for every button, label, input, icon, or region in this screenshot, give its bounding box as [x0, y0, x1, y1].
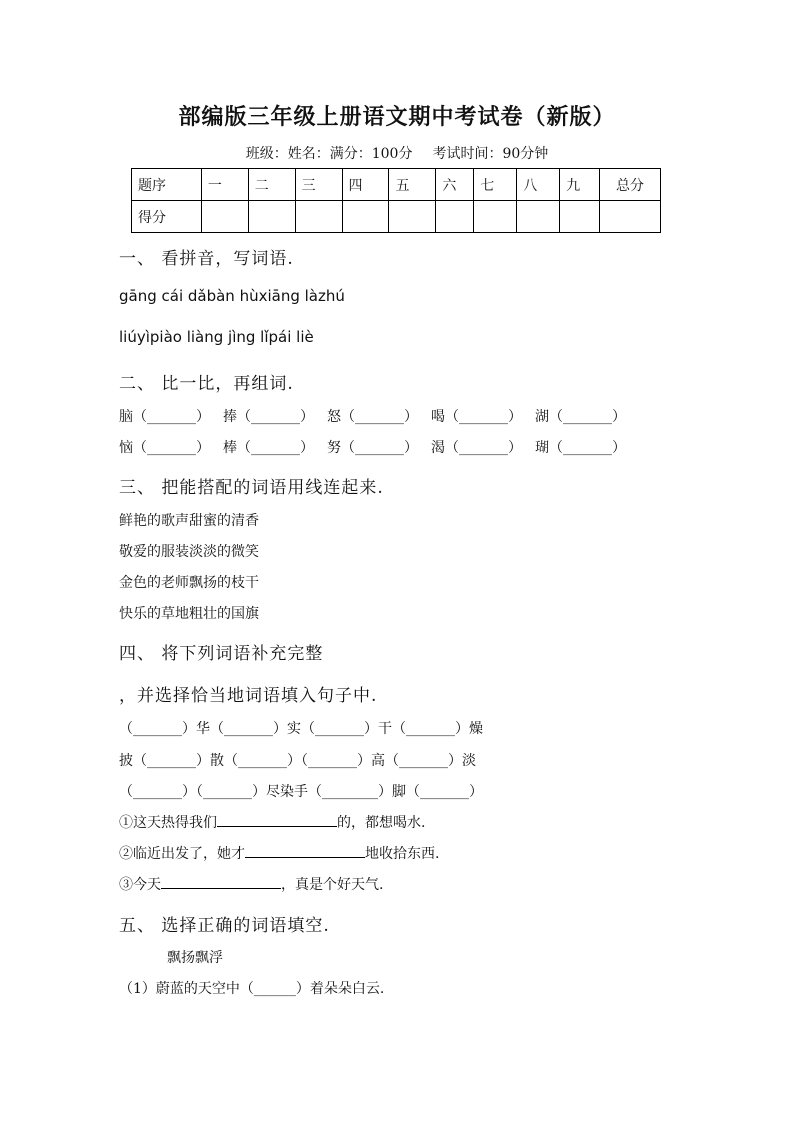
- exam-time-label: 考试时间：90分钟: [432, 146, 549, 162]
- compare-item[interactable]: 怒（_______）: [327, 409, 418, 425]
- match-line: 鲜艳的歌声甜蜜的清香: [119, 513, 259, 529]
- score-cell[interactable]: [436, 201, 474, 233]
- compare-item[interactable]: 湖（_______）: [535, 409, 626, 425]
- exam-info: [0, 143, 794, 163]
- sentence-2-blank[interactable]: [245, 843, 365, 858]
- score-row-label: 得分: [132, 201, 202, 233]
- sentence-1-start: ①这天热得我们: [119, 815, 217, 831]
- compare-item[interactable]: 瑚（_______）: [535, 440, 626, 456]
- section-2-heading: 二、 比一比，再组词.: [119, 374, 294, 394]
- score-header-cell: 八: [517, 169, 560, 201]
- score-cell[interactable]: [560, 201, 600, 233]
- compare-item[interactable]: 捧（_______）: [223, 409, 314, 425]
- question-1[interactable]: （1）蔚蓝的天空中（______）着朵朵白云.: [119, 981, 385, 997]
- score-header-cell: 四: [342, 169, 389, 201]
- score-table: [131, 168, 661, 233]
- page-title: 部编版三年级上册语文期中考试卷（新版）: [178, 104, 616, 130]
- class-name-score-label: 班级：姓名：满分：100分: [245, 146, 413, 162]
- score-cell[interactable]: [201, 201, 248, 233]
- match-line: 金色的老师飘扬的枝干: [119, 575, 259, 591]
- compare-item[interactable]: 脑（_______）: [119, 409, 210, 425]
- compare-item[interactable]: 努（_______）: [327, 440, 418, 456]
- score-header-cell: 三: [295, 169, 342, 201]
- score-cell[interactable]: [517, 201, 560, 233]
- score-table-score-row: [132, 201, 661, 233]
- score-header-cell: 九: [560, 169, 600, 201]
- score-header-cell: 六: [436, 169, 474, 201]
- compare-item[interactable]: 渴（_______）: [431, 440, 522, 456]
- compare-item[interactable]: 棒（_______）: [223, 440, 314, 456]
- score-header-cell: 总分: [600, 169, 661, 201]
- sentence-1-blank[interactable]: [217, 812, 337, 827]
- section-4-heading-continued: ，并选择恰当地词语填入句子中.: [119, 686, 378, 706]
- match-line: 快乐的草地粗壮的国旗: [119, 606, 259, 622]
- sentence-1-end: 的，都想喝水.: [337, 815, 426, 831]
- score-cell[interactable]: [474, 201, 517, 233]
- score-header-cell: 题序: [132, 169, 202, 201]
- score-header-cell: 一: [201, 169, 248, 201]
- idiom-row-1[interactable]: （_______）华（_______）实（_______）干（_______）燥: [119, 721, 483, 737]
- score-header-cell: 七: [474, 169, 517, 201]
- section-3-heading: 三、 把能搭配的词语用线连起来.: [119, 478, 384, 498]
- pinyin-line-2: liúyìpiào liàng jìng lǐpái liè: [119, 328, 314, 346]
- section-4-heading: 四、 将下列词语补充完整: [119, 644, 324, 664]
- idiom-row-3[interactable]: （_______）（_______）尽染手（________）脚（_______）: [119, 784, 483, 800]
- compare-item[interactable]: 恼（_______）: [119, 440, 210, 456]
- sentence-3-end: ，真是个好天气.: [281, 877, 384, 893]
- section-5-heading: 五、 选择正确的词语填空.: [119, 916, 330, 936]
- sentence-2-end: 地收拾东西.: [365, 846, 440, 862]
- word-choices: 飘扬飘浮: [167, 950, 223, 966]
- compare-row-2: [119, 437, 639, 457]
- idiom-row-2[interactable]: 披（_______）散（_______）（_______）高（_______）淡: [119, 753, 476, 769]
- score-table-header-row: [132, 169, 661, 201]
- sentence-2-start: ②临近出发了，她才: [119, 846, 245, 862]
- score-cell[interactable]: [248, 201, 295, 233]
- sentence-3-blank[interactable]: [161, 874, 281, 889]
- match-line: 敬爱的服装淡淡的微笑: [119, 544, 259, 560]
- sentence-2: [119, 843, 439, 863]
- score-header-cell: 二: [248, 169, 295, 201]
- score-cell[interactable]: [600, 201, 661, 233]
- sentence-3: [119, 874, 383, 894]
- compare-item[interactable]: 喝（_______）: [431, 409, 522, 425]
- score-header-cell: 五: [389, 169, 436, 201]
- score-cell[interactable]: [342, 201, 389, 233]
- sentence-1: [119, 812, 425, 832]
- score-cell[interactable]: [295, 201, 342, 233]
- sentence-3-start: ③今天: [119, 877, 161, 893]
- pinyin-line-1: gāng cái dǎbàn hùxiāng làzhú: [119, 287, 345, 305]
- score-cell[interactable]: [389, 201, 436, 233]
- section-1-heading: 一、 看拼音，写词语.: [119, 249, 294, 269]
- compare-row-1: [119, 406, 639, 426]
